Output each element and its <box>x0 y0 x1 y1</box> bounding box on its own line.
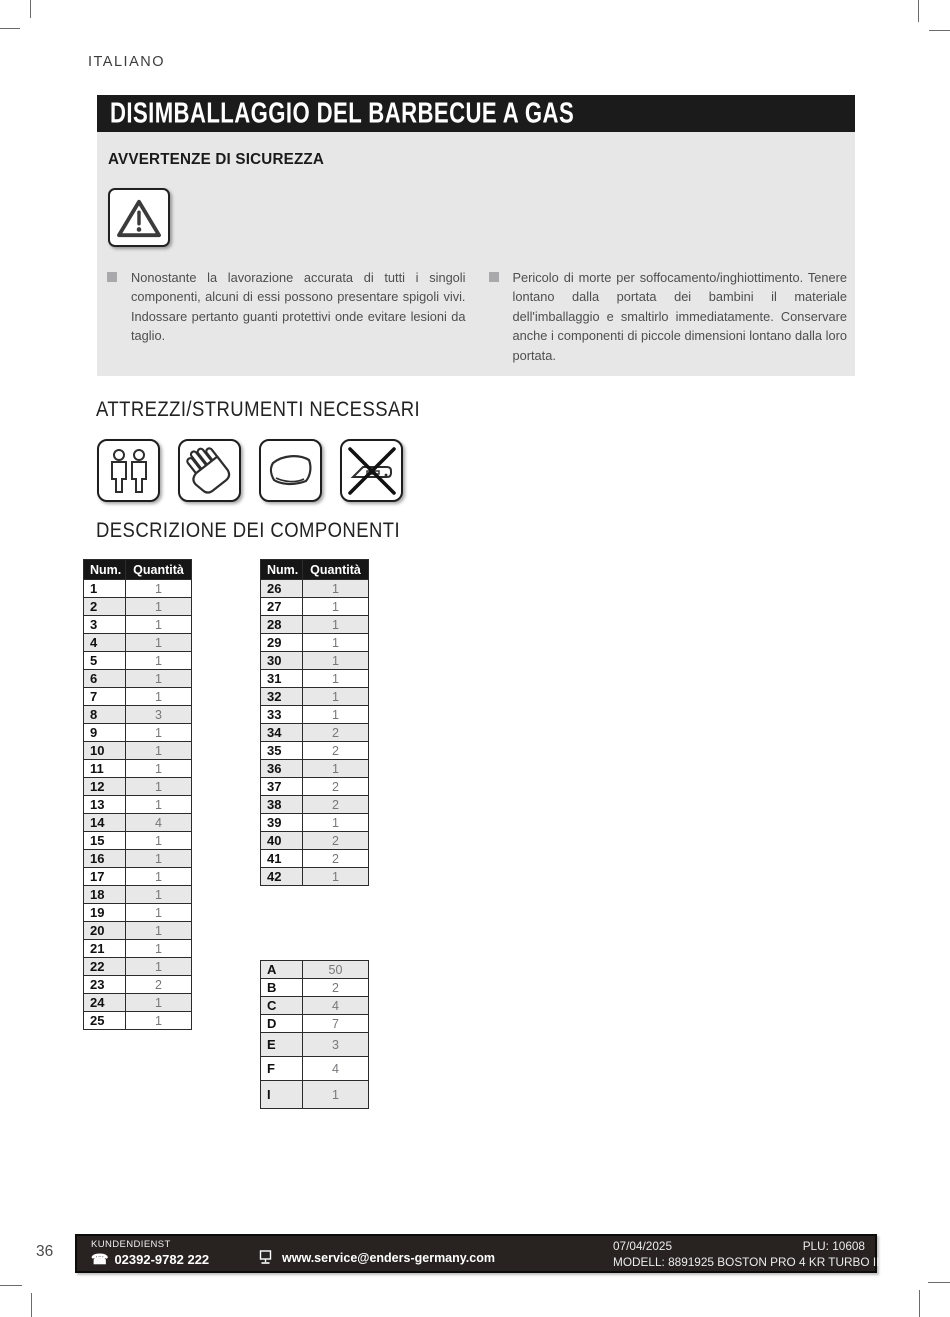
component-quantity: 2 <box>303 742 369 760</box>
table-row <box>84 850 192 868</box>
component-number: 17 <box>84 868 126 886</box>
component-number: 38 <box>261 796 303 814</box>
component-quantity: 1 <box>126 580 192 598</box>
table-row <box>84 886 192 904</box>
table-row <box>261 706 369 724</box>
table-row <box>84 778 192 796</box>
table-row <box>84 580 192 598</box>
table-row <box>84 868 192 886</box>
component-number: 6 <box>84 670 126 688</box>
table-row <box>84 796 192 814</box>
component-quantity: 1 <box>303 634 369 652</box>
component-number: 42 <box>261 868 303 886</box>
footer-bar <box>75 1234 880 1273</box>
components-table-letters <box>260 960 369 1109</box>
components-table-1-25 <box>83 559 192 1030</box>
protective-gloves-icon <box>178 439 241 502</box>
components-table-26-42 <box>260 559 369 886</box>
component-quantity: 2 <box>303 832 369 850</box>
component-quantity: 1 <box>126 832 192 850</box>
table-row <box>261 616 369 634</box>
component-number: 30 <box>261 652 303 670</box>
component-quantity: 4 <box>126 814 192 832</box>
telephone-icon: ☎ <box>91 1251 109 1267</box>
component-number: C <box>261 997 303 1015</box>
components-heading: DESCRIZIONE DEI COMPONENTI <box>96 519 401 542</box>
component-number: 9 <box>84 724 126 742</box>
component-number: F <box>261 1057 303 1081</box>
component-quantity: 1 <box>303 760 369 778</box>
bullet-square-icon <box>489 272 499 282</box>
table-row <box>261 961 369 979</box>
column-header-num: Num. <box>261 560 303 580</box>
table-row <box>261 997 369 1015</box>
component-number: 27 <box>261 598 303 616</box>
crop-mark <box>0 1285 22 1286</box>
component-number: 4 <box>84 634 126 652</box>
language-label: ITALIANO <box>88 54 165 70</box>
component-quantity: 4 <box>303 997 369 1015</box>
component-number: 33 <box>261 706 303 724</box>
component-number: 28 <box>261 616 303 634</box>
component-quantity: 1 <box>126 688 192 706</box>
component-quantity: 1 <box>126 634 192 652</box>
table-row <box>261 580 369 598</box>
table-row <box>261 670 369 688</box>
table-row <box>261 979 369 997</box>
section-title: DISIMBALLAGGIO DEL BARBECUE A GAS <box>110 97 575 129</box>
component-number: 18 <box>84 886 126 904</box>
component-number: 25 <box>84 1012 126 1030</box>
table-row <box>261 814 369 832</box>
no-cutter-icon <box>340 439 403 502</box>
table-row <box>261 778 369 796</box>
component-quantity: 1 <box>303 652 369 670</box>
component-number: 13 <box>84 796 126 814</box>
component-number: D <box>261 1015 303 1033</box>
table-row <box>261 652 369 670</box>
component-quantity: 2 <box>303 724 369 742</box>
component-quantity: 1 <box>126 670 192 688</box>
component-quantity: 1 <box>303 670 369 688</box>
table-row <box>261 634 369 652</box>
table-row <box>261 1081 369 1109</box>
table-row <box>261 724 369 742</box>
table-row <box>84 940 192 958</box>
warning-triangle-icon <box>108 188 170 247</box>
table-row <box>84 1012 192 1030</box>
table-row <box>261 1015 369 1033</box>
table-row <box>84 832 192 850</box>
column-header-num: Num. <box>84 560 126 580</box>
component-quantity: 2 <box>303 850 369 868</box>
service-phone-number: 02392-9782 222 <box>114 1252 210 1267</box>
component-quantity: 1 <box>126 886 192 904</box>
safety-heading: AVVERTENZE DI SICUREZZA <box>108 151 325 168</box>
component-number: 2 <box>84 598 126 616</box>
component-quantity: 1 <box>126 940 192 958</box>
table-row <box>84 670 192 688</box>
safety-warnings-box <box>97 132 855 376</box>
component-number: I <box>261 1081 303 1109</box>
component-quantity: 50 <box>303 961 369 979</box>
table-header-row <box>84 560 192 580</box>
component-number: 23 <box>84 976 126 994</box>
component-quantity: 1 <box>303 868 369 886</box>
component-quantity: 1 <box>126 724 192 742</box>
tool-icon-row <box>97 439 403 502</box>
component-number: 36 <box>261 760 303 778</box>
table-row <box>261 598 369 616</box>
table-header-row <box>261 560 369 580</box>
safety-bullet-text: Nonostante la lavorazione accurata di tutti i singoli componenti, alcuni di essi possono presentare spigoli vivi. Indossare pertanto guanti protettivi onde evitare lesioni da taglio. <box>131 270 466 344</box>
crop-mark <box>30 0 31 18</box>
component-quantity: 3 <box>303 1033 369 1057</box>
component-number: 14 <box>84 814 126 832</box>
component-number: 31 <box>261 670 303 688</box>
table-row <box>84 904 192 922</box>
component-number: 20 <box>84 922 126 940</box>
table-row <box>84 994 192 1012</box>
table-row <box>84 814 192 832</box>
component-quantity: 2 <box>303 778 369 796</box>
component-number: 29 <box>261 634 303 652</box>
component-number: E <box>261 1033 303 1057</box>
tools-heading: ATTREZZI/STRUMENTI NECESSARI <box>96 398 421 421</box>
table-row <box>84 634 192 652</box>
component-quantity: 1 <box>126 922 192 940</box>
component-quantity: 1 <box>126 994 192 1012</box>
component-quantity: 1 <box>126 598 192 616</box>
footer-model: MODELL: 8891925 BOSTON PRO 4 KR TURBO II <box>613 1255 880 1269</box>
component-quantity: 1 <box>303 580 369 598</box>
component-number: 10 <box>84 742 126 760</box>
table-row <box>84 958 192 976</box>
component-number: B <box>261 979 303 997</box>
computer-icon <box>257 1250 274 1265</box>
component-number: 40 <box>261 832 303 850</box>
component-quantity: 1 <box>303 616 369 634</box>
component-quantity: 2 <box>303 979 369 997</box>
component-quantity: 1 <box>303 598 369 616</box>
component-quantity: 1 <box>126 616 192 634</box>
table-row <box>261 1057 369 1081</box>
table-row <box>261 850 369 868</box>
bullet-square-icon <box>107 272 117 282</box>
column-header-qty: Quantità <box>303 560 369 580</box>
table-row <box>261 1033 369 1057</box>
component-number: 11 <box>84 760 126 778</box>
component-number: 22 <box>84 958 126 976</box>
component-number: 37 <box>261 778 303 796</box>
component-quantity: 7 <box>303 1015 369 1033</box>
component-number: A <box>261 961 303 979</box>
component-quantity: 1 <box>126 742 192 760</box>
table-row <box>261 796 369 814</box>
table-row <box>84 742 192 760</box>
list-item <box>107 268 466 365</box>
component-number: 7 <box>84 688 126 706</box>
safety-bullet-text: Pericolo di morte per soffocamento/inghiottimento. Tenere lontano dalla portata dei bambini il materiale dell'imballaggio e smaltirlo immediatamente. Conservare anche i componenti di piccole dimensioni lontano dalla loro portata. <box>512 270 847 363</box>
component-number: 19 <box>84 904 126 922</box>
component-quantity: 2 <box>303 796 369 814</box>
component-quantity: 1 <box>303 1081 369 1109</box>
component-number: 15 <box>84 832 126 850</box>
component-quantity: 1 <box>126 904 192 922</box>
component-number: 1 <box>84 580 126 598</box>
table-row <box>261 688 369 706</box>
component-number: 8 <box>84 706 126 724</box>
component-quantity: 1 <box>126 778 192 796</box>
component-number: 16 <box>84 850 126 868</box>
footer-service-block <box>91 1239 209 1268</box>
component-quantity: 1 <box>303 706 369 724</box>
table-row <box>84 652 192 670</box>
footer-date: 07/04/2025 <box>613 1239 673 1253</box>
component-number: 34 <box>261 724 303 742</box>
component-number: 32 <box>261 688 303 706</box>
table-row <box>84 688 192 706</box>
component-number: 41 <box>261 850 303 868</box>
kundendienst-label: KUNDENDIENST <box>91 1239 171 1250</box>
table-row <box>84 616 192 634</box>
table-row <box>84 760 192 778</box>
table-row <box>84 706 192 724</box>
service-website: www.service@enders-germany.com <box>282 1250 495 1265</box>
component-quantity: 4 <box>303 1057 369 1081</box>
list-item <box>489 268 848 365</box>
component-quantity: 2 <box>126 976 192 994</box>
component-number: 3 <box>84 616 126 634</box>
crop-mark <box>919 1290 920 1317</box>
table-row <box>84 976 192 994</box>
crop-mark <box>918 0 919 22</box>
component-number: 35 <box>261 742 303 760</box>
component-quantity: 1 <box>303 688 369 706</box>
component-quantity: 1 <box>126 850 192 868</box>
component-quantity: 1 <box>126 796 192 814</box>
table-row <box>261 742 369 760</box>
table-row <box>84 724 192 742</box>
footer-model-block <box>613 1239 880 1269</box>
soft-surface-icon <box>259 439 322 502</box>
component-quantity: 3 <box>126 706 192 724</box>
crop-mark <box>31 1293 32 1317</box>
component-quantity: 1 <box>303 814 369 832</box>
component-quantity: 1 <box>126 958 192 976</box>
crop-mark <box>0 28 20 29</box>
safety-bullet-list <box>107 268 847 365</box>
table-row <box>261 868 369 886</box>
crop-mark <box>929 30 950 31</box>
component-number: 39 <box>261 814 303 832</box>
table-row <box>84 922 192 940</box>
table-row <box>84 598 192 616</box>
footer-website-block <box>257 1250 495 1265</box>
component-number: 21 <box>84 940 126 958</box>
two-persons-icon <box>97 439 160 502</box>
component-quantity: 1 <box>126 1012 192 1030</box>
component-number: 26 <box>261 580 303 598</box>
component-number: 24 <box>84 994 126 1012</box>
footer-plu: PLU: 10608 <box>802 1239 865 1253</box>
component-number: 5 <box>84 652 126 670</box>
component-quantity: 1 <box>126 868 192 886</box>
crop-mark <box>928 1282 950 1283</box>
component-number: 12 <box>84 778 126 796</box>
column-header-qty: Quantità <box>126 560 192 580</box>
component-quantity: 1 <box>126 760 192 778</box>
component-quantity: 1 <box>126 652 192 670</box>
page-number: 36 <box>36 1243 54 1260</box>
table-row <box>261 832 369 850</box>
section-title-banner <box>97 95 855 132</box>
table-row <box>261 760 369 778</box>
